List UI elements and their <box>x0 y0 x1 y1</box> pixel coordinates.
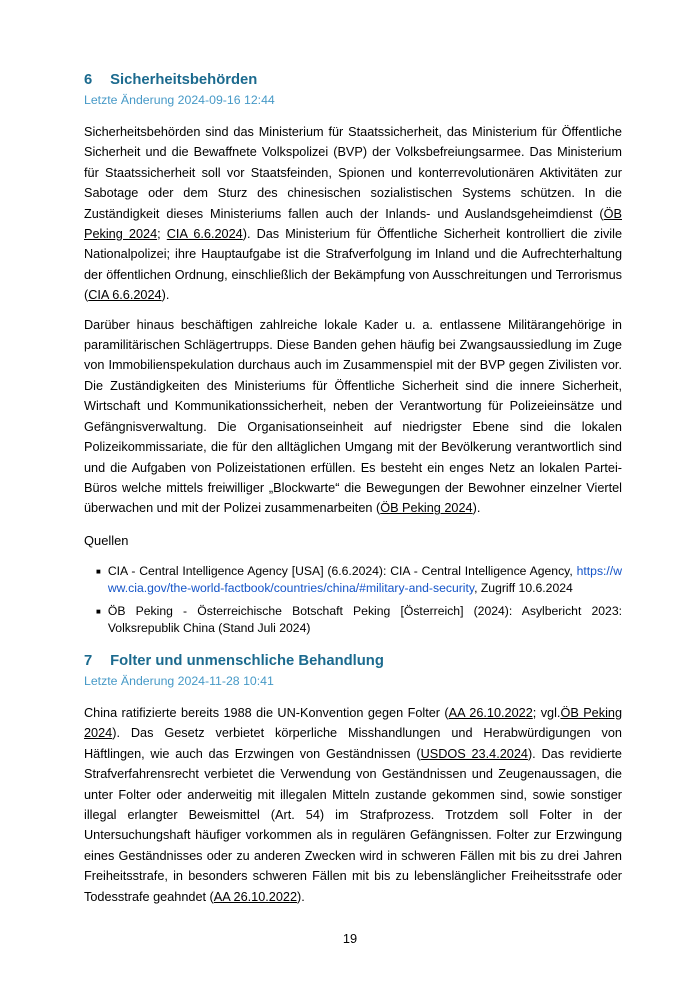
paragraph <box>84 315 622 519</box>
text-run: ; vgl. <box>532 705 561 720</box>
bullet-icon: ■ <box>96 607 101 617</box>
sources-list <box>96 563 622 637</box>
text-run: ; <box>157 227 167 242</box>
section-6-title: Sicherheitsbehörden <box>110 72 258 88</box>
text-run: ). Das Ministerium für Öffentliche Sicherheit kontrolliert die zivile Nationalpolizei; ihre Hauptaufgabe ist die Strafverfolgung im Inland und die Aufrechterhaltung der öffentlichen Ordnung, einschließlich der Bekämpfung von Ausschreitungen und Terrorismus ( <box>84 227 623 303</box>
text-run: , Zugriff 10.6.2024 <box>474 580 573 595</box>
bullet-icon: ■ <box>96 566 101 576</box>
text-run: Darüber hinaus beschäftigen zahlreiche lokale Kader u. a. entlassene Militärangehörige in paramilitärischen Schlägertrupps. Diese Banden gehen häufig bei Zwangsaussiedlung im Zuge von Immobilienspekulation durchaus auch im Zusammenspiel mit der BVP gegen Zivilisten vor. Die Zuständigkeiten des Ministeriums für Öffentliche Sicherheit sind die innere Sicherheit, Wirtschaft und Kommunikationssicherheit, neben der Verantwortung für Polizeieinsätze und Gefängnisverwaltung. Die Organisationseinheit auf niedrigster Ebene sind die lokalen Polizeikommissariate, die für den alltäglichen Umgang mit der Bevölkerung verantwortlich sind und die Aufgaben von Polizeistationen erfüllen. Es besteht ein enges Netz an lokalen Partei-Büros welche mittels freiwilliger „Blockwarte“ die Bewegungen der Bewohner einzelner Viertel überwachen und mit der Polizei zusammenarbeiten ( <box>84 317 622 516</box>
citation-link[interactable]: ÖB Peking 2024 <box>380 501 473 516</box>
text-run: ÖB Peking - Österreichische Botschaft Peking [Österreich] (2024): Asylbericht 2023: Volksrepublik China (Stand Juli 2024) <box>107 604 622 636</box>
text-run: CIA - Central Intelligence Agency [USA] (6.6.2024): CIA - Central Intelligence Agency, <box>107 563 577 578</box>
paragraph <box>84 122 622 306</box>
citation-link[interactable]: CIA 6.6.2024 <box>166 227 243 242</box>
sources-heading: Quellen <box>84 532 129 548</box>
section-7-number: 7 <box>84 652 93 669</box>
source-item <box>96 563 622 597</box>
section-7-last-change: Letzte Änderung 2024-11-28 10:41 <box>84 673 274 688</box>
section-torture <box>84 653 622 907</box>
citation-link[interactable]: AA 26.10.2022 <box>213 889 298 904</box>
text-run: Sicherheitsbehörden sind das Ministerium für Staatssicherheit, das Ministerium für Öffentliche Sicherheit und die Bewaffnete Volkspolizei (BVP) der Volksbefreiungsarmee. Das Ministerium für Staatssicherheit soll vor Staatsfeinden, Spionen und konterrevolutionären Aktivitäten zur Sabotage oder dem Sturz des chinesischen sozialistischen Systems schützen. In die Zuständigkeit dieses Ministeriums fallen auch der Inlands- und Auslandsgeheimdienst ( <box>84 125 622 221</box>
text-run: ). Das Gesetz verbietet körperliche Misshandlungen und Herabwürdigungen von Häftlingen, wie auch das Erzwingen von Geständnissen ( <box>84 726 622 761</box>
text-run: ). <box>161 288 170 303</box>
citation-link[interactable]: AA 26.10.2022 <box>448 705 533 720</box>
section-6-last-change: Letzte Änderung 2024-09-16 12:44 <box>84 93 275 107</box>
citation-link[interactable]: ÖB Peking 2024 <box>84 206 622 242</box>
section-security-authorities <box>84 72 622 637</box>
page-number: 19 <box>342 931 358 946</box>
source-text <box>108 603 622 637</box>
source-url-link[interactable]: https://www.cia.gov/the-world-factbook/countries/china/#military-and-security <box>107 563 622 595</box>
source-item <box>96 603 622 637</box>
citation-link[interactable]: CIA 6.6.2024 <box>88 288 162 303</box>
page-footer <box>0 931 700 946</box>
text-run: ). <box>472 501 481 516</box>
text-run: China ratifizierte bereits 1988 die UN-Konvention gegen Folter ( <box>84 705 449 720</box>
section-7-heading <box>84 653 622 669</box>
paragraph <box>84 703 622 907</box>
text-run: ). <box>297 889 305 904</box>
citation-link[interactable]: ÖB Peking 2024 <box>84 705 623 741</box>
section-7-title: Folter und unmenschliche Behandlung <box>110 652 384 669</box>
source-text <box>108 563 622 597</box>
text-run: ). Das revidierte Strafverfahrensrecht verbietet die Verwendung von Geständnissen und Zeugenaussagen, die unter Folter oder anderweitig mit illegalen Mitteln zustande gekommen sind, sowie sonstiger illegal erlangter Beweismittel (Art. 54) im Strafprozess. Trotzdem soll Folter in der Untersuchungshaft häufiger vorkommen als in regulären Gefängnissen. Folter zur Erzwingung eines Geständnisses oder zu anderen Zwecken wird in schweren Fällen mit bis zu drei Jahren Freiheitsstrafe, in besonders schweren Fällen mit bis zu lebenslänglicher Freiheitsstrafe oder Todesstrafe geahndet ( <box>84 746 622 904</box>
section-6-number: 6 <box>84 72 93 88</box>
citation-link[interactable]: USDOS 23.4.2024 <box>420 746 528 761</box>
section-6-heading <box>84 72 622 88</box>
